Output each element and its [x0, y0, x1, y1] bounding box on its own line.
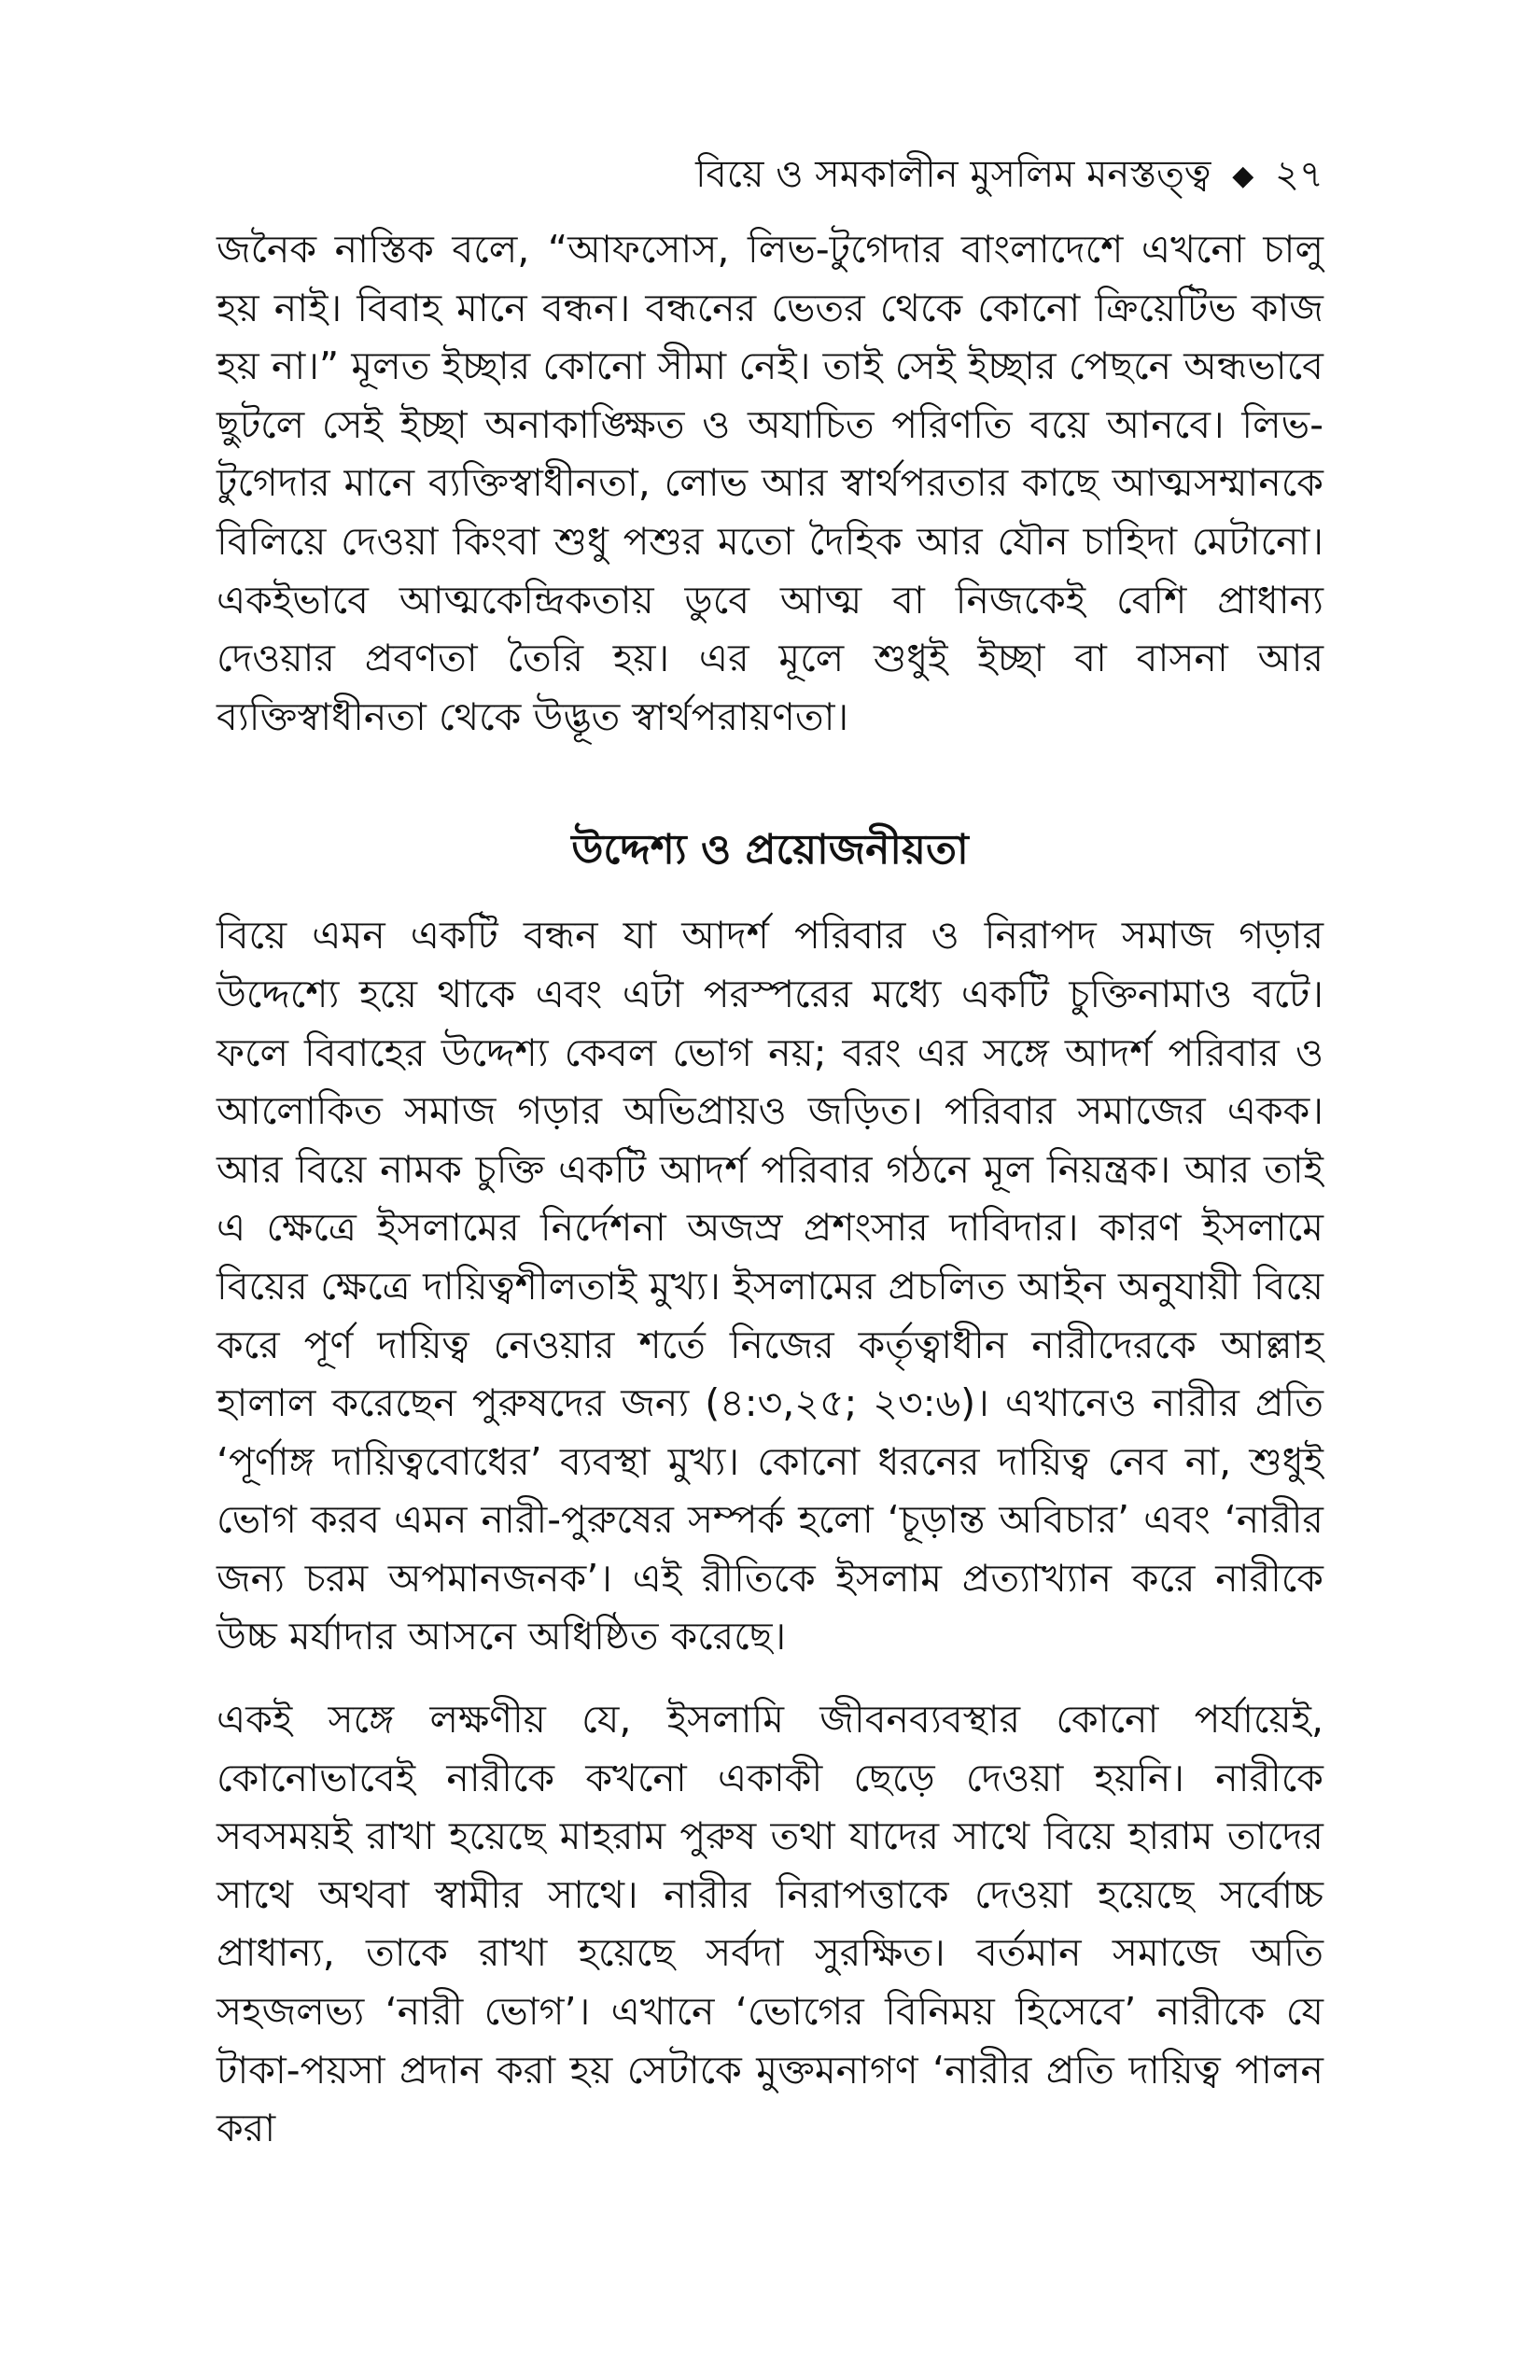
running-header-title: বিয়ে ও সমকালীন মুসলিম মনস্তত্ত্ব — [695, 153, 1211, 196]
section-paragraph-1: বিয়ে এমন একটি বন্ধন যা আদর্শ পরিবার ও নিরাপদ সমাজ গড়ার উদ্দেশ্যে হয়ে থাকে এবং এটা পরস্পরের মধ্যে একটি চুক্তিনামাও বটে। ফলে বিবাহের উদ্দেশ্য কেবল ভোগ নয়; বরং এর সঙ্গে আদর্শ পরিবার ও আলোকিত সমাজ গড়ার অভিপ্রায়ও জড়িত। পরিবার সমাজের একক। আর বিয়ে নামক চুক্তি একটি আদর্শ পরিবার গঠনে মূল নিয়ন্ত্রক। আর তাই এ ক্ষেত্রে ইসলামের নির্দেশনা অজস্র প্রশংসার দাবিদার। কারণ ইসলামে বিয়ের ক্ষেত্রে দায়িত্বশীলতাই মুখ্য। ইসলামের প্রচলিত আইন অনুযায়ী বিয়ে করে পূর্ণ দায়িত্ব নেওয়ার শর্তে নিজের কর্তৃত্বাধীন নারীদেরকে আল্লাহ হালাল করেছেন পুরুষদের জন্য (৪:৩,২৫; ২৩:৬)। এখানেও নারীর প্রতি ‘পূর্ণাঙ্গ দায়িত্ববোধের’ ব্যবস্থা মুখ্য। কোনো ধরনের দায়িত্ব নেব না, শুধুই ভোগ করব এমন নারী-পুরুষের সম্পর্ক হলো ‘চূড়ান্ত অবিচার’ এবং ‘নারীর জন্য চরম অপমানজনক’। এই রীতিকে ইসলাম প্রত্যাখ্যান করে নারীকে উচ্চ মর্যাদার আসনে অধিষ্ঠিত করেছে। — [217, 913, 1323, 1659]
diamond-icon: ◆ — [1232, 160, 1254, 192]
page-body — [217, 220, 1323, 2158]
intro-paragraph: জনৈক নাস্তিক বলে, “আফসোস, লিভ-টুগেদার বাংলাদেশে এখনো চালু হয় নাই। বিবাহ মানে বন্ধন। বন্ধনের ভেতর থেকে কোনো ক্রিয়েটিভ কাজ হয় না।” মূলত ইচ্ছার কোনো সীমা নেই। তাই সেই ইচ্ছার পেছনে অন্ধভাবে ছুটলে সেই ইচ্ছা অনাকাঙ্ক্ষিত ও অযাচিত পরিণতি বয়ে আনবে। লিভ-টুগেদার মানে ব্যক্তিস্বাধীনতা, লোভ আর স্বার্থপরতার কাছে আত্মসম্মানকে বিলিয়ে দেওয়া কিংবা শুধু পশুর মতো দৈহিক আর যৌন চাহিদা মেটানো। একইভাবে আত্মকেন্দ্রিকতায় ডুবে আত্ম বা নিজকেই বেশি প্রাধান্য দেওয়ার প্রবণতা তৈরি হয়। এর মূলে শুধুই ইচ্ছা বা বাসনা আর ব্যক্তিস্বাধীনতা থেকে উদ্ভূত স্বার্থপরায়ণতা। — [217, 227, 1323, 739]
page-number: ২৭ — [1274, 153, 1323, 196]
running-header — [695, 151, 1323, 200]
section-paragraph-2: একই সঙ্গে লক্ষণীয় যে, ইসলামি জীবনব্যবস্থার কোনো পর্যায়েই, কোনোভাবেই নারীকে কখনো একাকী ছেড়ে দেওয়া হয়নি। নারীকে সবসময়ই রাখা হয়েছে মাহরাম পুরুষ তথা যাদের সাথে বিয়ে হারাম তাদের সাথে অথবা স্বামীর সাথে। নারীর নিরাপত্তাকে দেওয়া হয়েছে সর্বোচ্চ প্রাধান্য, তাকে রাখা হয়েছে সর্বদা সুরক্ষিত। বর্তমান সমাজে অতি সহজলভ্য ‘নারী ভোগ’। এখানে ‘ভোগের বিনিময় হিসেবে’ নারীকে যে টাকা-পয়সা প্রদান করা হয় সেটাকে মুক্তমনাগণ ‘নারীর প্রতি দায়িত্ব পালন করা — [217, 1697, 1323, 2151]
section-heading: উদ্দেশ্য ও প্রয়োজনীয়তা — [571, 826, 969, 875]
